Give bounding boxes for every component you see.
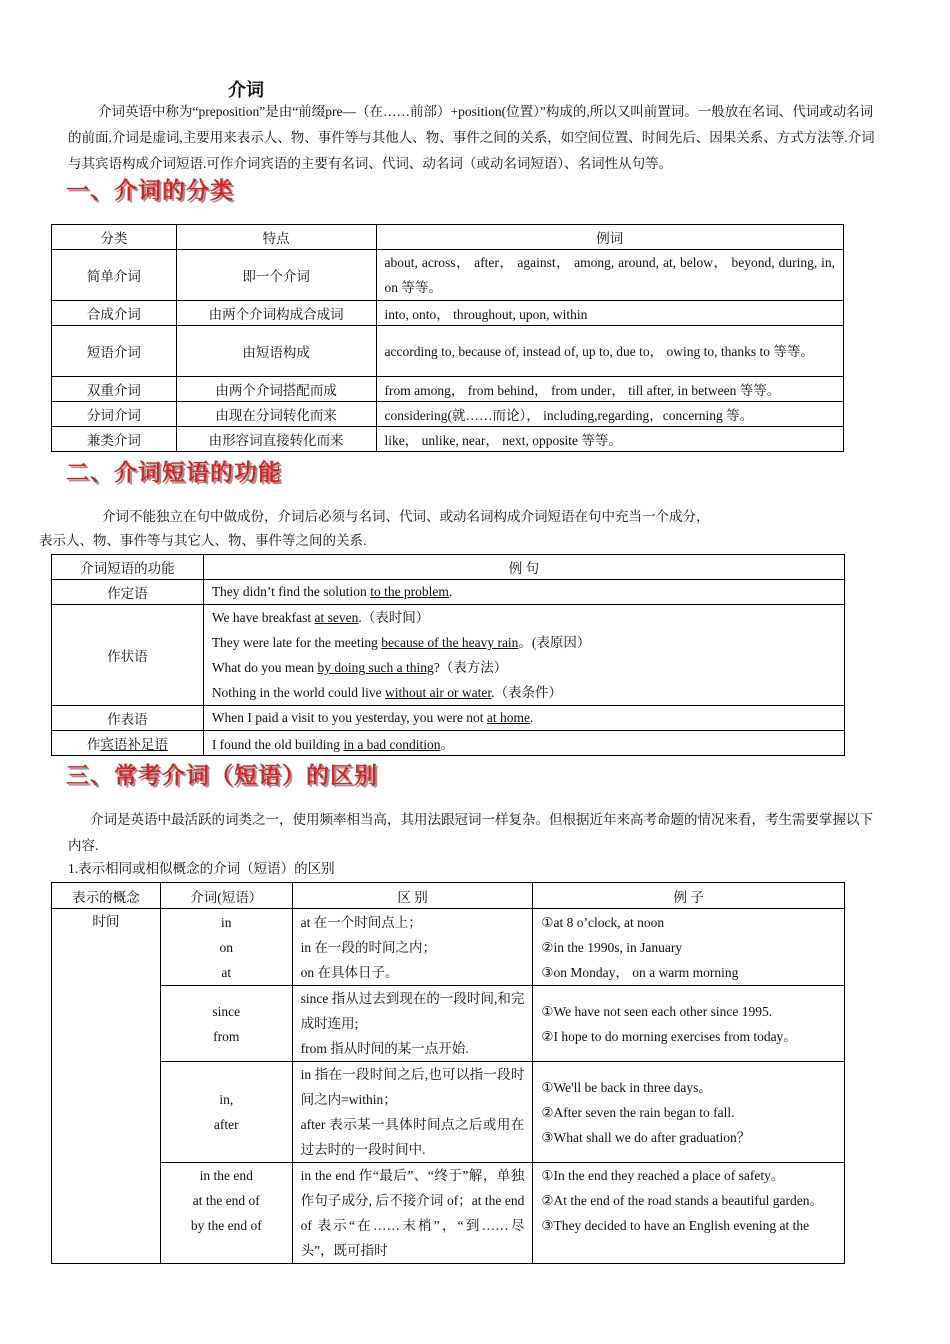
table-row: 作宾语补足语 I found the old building in a bad condition。: [52, 731, 845, 756]
header-examples: 例词: [376, 225, 843, 250]
table-row: 简单介词 即一个介词 about, across， after， against， among, around, at, below， beyond, during, in, on 等等。: [52, 250, 844, 301]
table-row: 兼类介词 由形容词直接转化而来 like， unlike, near， next, opposite 等等。: [52, 427, 844, 452]
header-function: 介词短语的功能: [52, 555, 204, 580]
section3-heading: 三、常考介词（短语）的区别: [66, 763, 378, 789]
header-difference: 区 别: [292, 883, 533, 909]
header-example-sentence: 例 句: [203, 555, 844, 580]
table-row: 作表语 When I paid a visit to you yesterday, you were not at home.: [52, 706, 845, 731]
section2-intro-line2: 表示人、物、事件等与其它人、物、事件等之间的关系.: [39, 533, 367, 548]
header-category: 分类: [52, 225, 177, 250]
distinction-table: [51, 882, 845, 1264]
header-concept: 表示的概念: [52, 883, 161, 909]
header-examples: 例 子: [533, 883, 845, 909]
classification-table: [51, 224, 844, 452]
table-row: since from since 指从过去到现在的一段时间,和完成时连用; from 指从时间的某一点开始. ①We have not seen each other since 1995. ②I hope to do morning exercises from today。: [52, 986, 845, 1062]
header-feature: 特点: [176, 225, 376, 250]
table-row: 作状语 We have breakfast at seven.（表时间） They were late for the meeting because of the heavy rain。(表原因） What do you mean by doing such a thing?（表方法） Nothing in the world could live without air or water.（表条件）: [52, 605, 845, 706]
table-row: 双重介词 由两个介词搭配而成 from among， from behind， from under， till after, in between 等等。: [52, 377, 844, 402]
function-table: [51, 554, 845, 756]
table-row: 分词介词 由现在分词转化而来 considering(就……而论）， including,regarding，concerning 等。: [52, 402, 844, 427]
section3-intro: 介词是英语中最活跃的词类之一，使用频率相当高，其用法跟冠词一样复杂。但根据近年来高考命题的情况来看，考生需要掌握以下内容.: [68, 812, 873, 853]
table-row: in the end at the end of by the end of in the end 作“最后”、“终于”解，单独作句子成分, 后不接介词 of；at the end of 表示“在……末梢”，“到……尽头”，既可指时 ①In the end they reached a place of safety。 ②At the end of the road stands a beautiful garden。 ③They decided to have an English evening at the: [52, 1163, 845, 1264]
table-row: in, after in 指在一段时间之后,也可以指一段时间之内=within； after 表示某一具体时间点之后或用在过去时的一段时间中. ①We'll be back in three days。 ②After seven the rain began to fall. ③What shall we do after graduation？: [52, 1062, 845, 1163]
table-row: 合成介词 由两个介词构成合成词 into, onto， throughout, upon, within: [52, 301, 844, 326]
header-preposition: 介词(短语）: [160, 883, 292, 909]
section1-heading: 一、介词的分类: [66, 178, 234, 204]
table-row: 时间 in on at at 在一个时间点上； in 在一段的时间之内； on 在具体日子。 ①at 8 o’clock, at noon ②in the 1990s, in January ③on Monday， on a warm morning: [52, 909, 845, 986]
section3-subheading: 1.表示相同或相似概念的介词（短语）的区别: [68, 861, 335, 876]
page-title: 介词: [228, 80, 264, 100]
table-row: 短语介词 由短语构成 according to, because of, instead of, up to, due to， owing to, thanks to 等等。: [52, 326, 844, 377]
intro-paragraph: 介词英语中称为“preposition”是由“前缀pre—（在……前部）+position(位置）”构成的,所以又叫前置词。一般放在名词、代词或动名词的前面.介词是虚词,主要用来表示人、物、事件等与其他人、物、事件之间的关系，如空间位置、时间先后、因果关系、方式方法等.介词与其宾语构成介词短语.可作介词宾语的主要有名词、代词、动名词（或动名词短语）、名词性从句等。: [68, 104, 875, 171]
table-row: 作定语 They didn’t find the solution to the problem.: [52, 580, 845, 605]
section2-intro-line1: 介词不能独立在句中做成份，介词后必须与名词、代词、或动名词构成介词短语在句中充当一个成分，: [102, 509, 710, 524]
section2-heading: 二、介词短语的功能: [66, 460, 282, 486]
